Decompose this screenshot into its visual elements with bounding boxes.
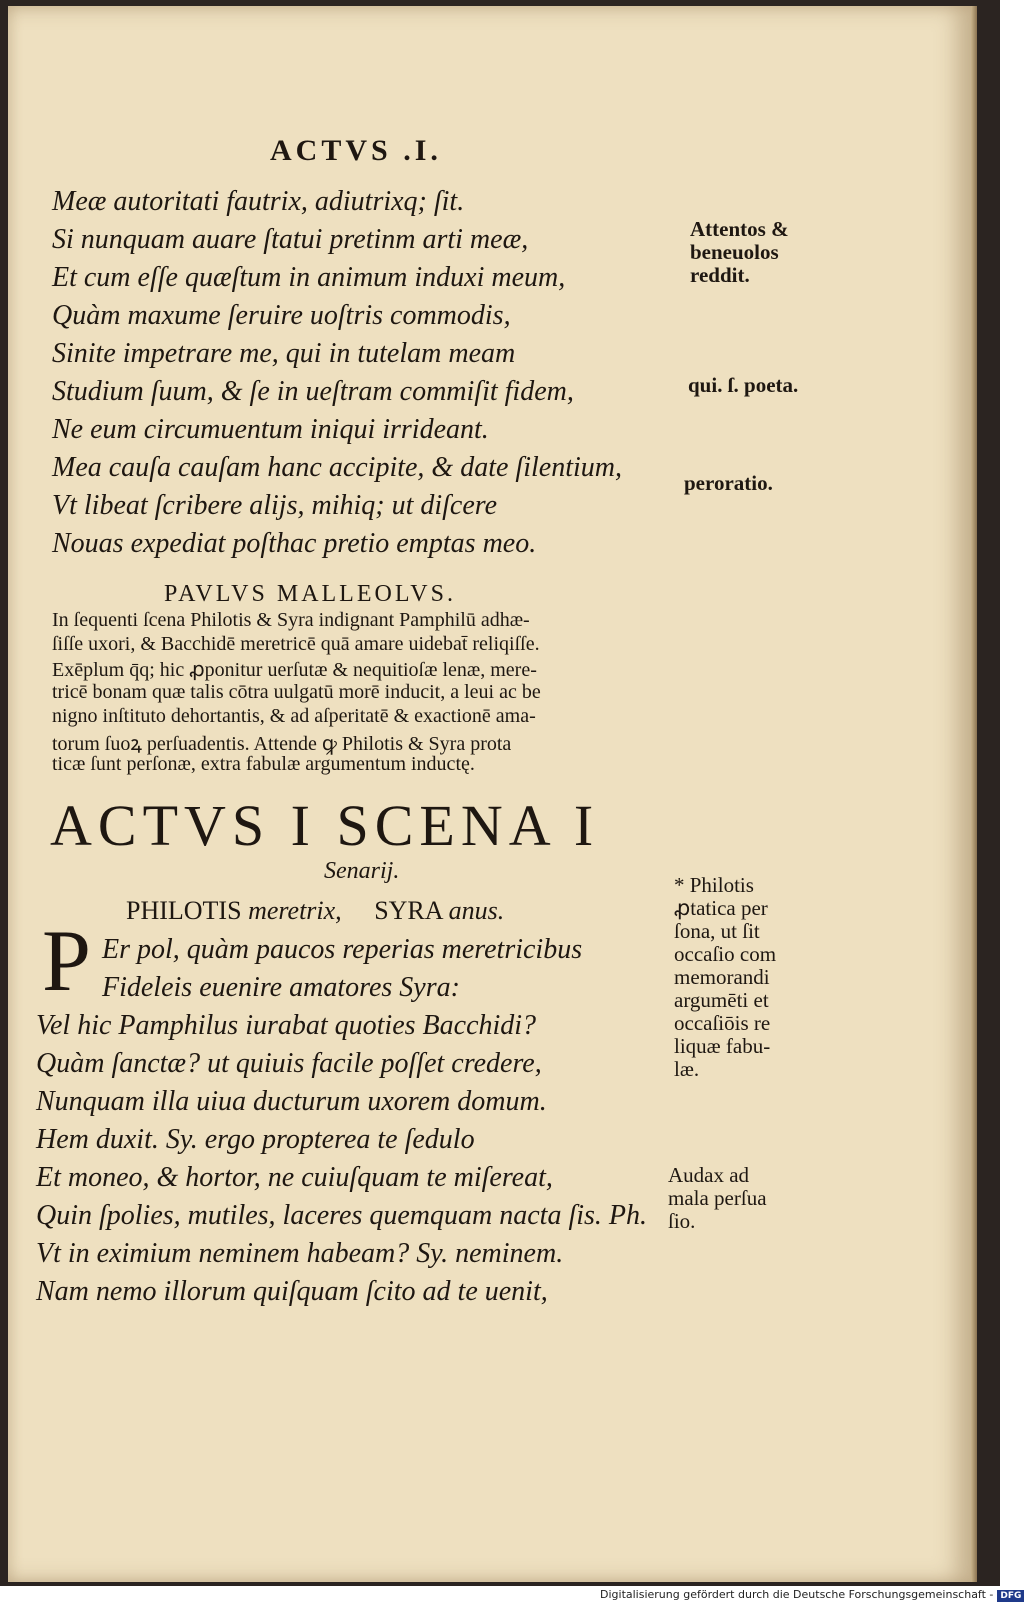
verse-line: Nam nemo illorum quiſquam ſcito ad te uenit, — [36, 1276, 548, 1307]
commentary-line: torum ſuoꝝ perſuadentis. Attende ꝙ Philotis & Syra prota — [52, 733, 512, 755]
verse-line: Nouas expediat poſthac pretio emptas meo. — [52, 528, 537, 559]
verse-line: Vt in eximium neminem habeam? Sy. neminem. — [36, 1238, 564, 1269]
dfg-logo: DFG — [997, 1590, 1024, 1602]
page-edge — [971, 6, 977, 1582]
verse-line: Studium ſuum, & ſe in ueſtram commiſit fidem, — [52, 376, 574, 407]
commentary-line: tricē bonam quæ talis cōtra uulgatū morē inducit, a leui ac be — [52, 681, 541, 703]
commentary-line: ſiſſe uxori, & Bacchidē meretricē quā amare uidebat̄ reliqiſſe. — [52, 633, 540, 655]
verse-line: Si nunquam auare ſtatui pretinm arti meæ, — [52, 224, 529, 255]
commentary-line: In ſequenti ſcena Philotis & Syra indignant Pamphilū adhæ- — [52, 609, 530, 631]
running-head: ACTVS .I. — [270, 134, 442, 167]
footer-text: Digitalisierung gefördert durch die Deutsche Forschungsgemeinschaft - — [600, 1588, 994, 1601]
metre-label: Senarij. — [324, 858, 400, 884]
speaker-role: meretrix, — [248, 896, 342, 925]
margin-note: * Philotis ꝓtatica per ſona, ut ſit occaſio com memorandi argumēti et occaſiōis re liquæ fabu- læ. — [674, 873, 777, 1081]
commentator-heading: PAVLVS MALLEOLVS. — [164, 581, 456, 607]
verse-line: Quàm maxume ſeruire uoſtris commodis, — [52, 300, 511, 331]
verse-line: Er pol, quàm paucos reperias meretricibus — [102, 934, 583, 965]
speaker-name: PHILOTIS — [126, 896, 242, 925]
verse-line: Et cum eſſe quæſtum in animum induxi meum, — [52, 262, 566, 293]
commentary-line: ticæ ſunt perſonæ, extra fabulæ argumentum inductę. — [52, 753, 475, 775]
footer-credit — [600, 1588, 1024, 1602]
verse-line: Meæ autoritati fautrix, adiutrixq; ſit. — [52, 186, 465, 217]
margin-note: Audax ad mala perſua ſio. — [668, 1163, 767, 1233]
margin-note: Attentos & beneuolos reddit. — [690, 217, 789, 287]
verse-line: Quàm ſanctæ? ut quiuis facile poſſet credere, — [36, 1048, 542, 1079]
speaker-line — [126, 896, 504, 926]
verse-line: Et moneo, & hortor, ne cuiuſquam te miſereat, — [36, 1162, 553, 1193]
commentary-line: Exēplum q̄q; hic ꝓponitur uerſutæ & nequitioſæ lenæ, mere- — [52, 659, 537, 681]
verse-line: Mea cauſa cauſam hanc accipite, & date ſilentium, — [52, 452, 622, 483]
commentary-line: nigno inſtituto dehortantis, & ad aſperitatē & exactionē ama- — [52, 705, 536, 727]
verse-line: Fideleis euenire amatores Syra: — [102, 972, 460, 1003]
margin-note: qui. ſ. poeta. — [688, 373, 799, 397]
speaker-name: SYRA — [374, 896, 443, 925]
verse-line: Hem duxit. Sy. ergo propterea te ſedulo — [36, 1124, 475, 1155]
drop-cap: P — [42, 913, 91, 1010]
scene-title: ACTVS I SCENA I — [50, 793, 600, 858]
verse-line: Nunquam illa uiua ducturum uxorem domum. — [36, 1086, 547, 1117]
margin-note: peroratio. — [684, 471, 773, 495]
verse-line: Ne eum circumuentum iniqui irrideant. — [52, 414, 489, 445]
verse-line: Quin ſpolies, mutiles, laceres quemquam nacta ſis. Ph. — [36, 1200, 647, 1231]
verse-line: Sinite impetrare me, qui in tutelam meam — [52, 338, 516, 369]
verse-line: Vel hic Pamphilus iurabat quoties Bacchidi? — [36, 1010, 537, 1041]
speaker-role: anus. — [448, 896, 505, 925]
book-page — [8, 6, 971, 1582]
verse-line: Vt libeat ſcribere alijs, mihiq; ut diſcere — [52, 490, 498, 521]
